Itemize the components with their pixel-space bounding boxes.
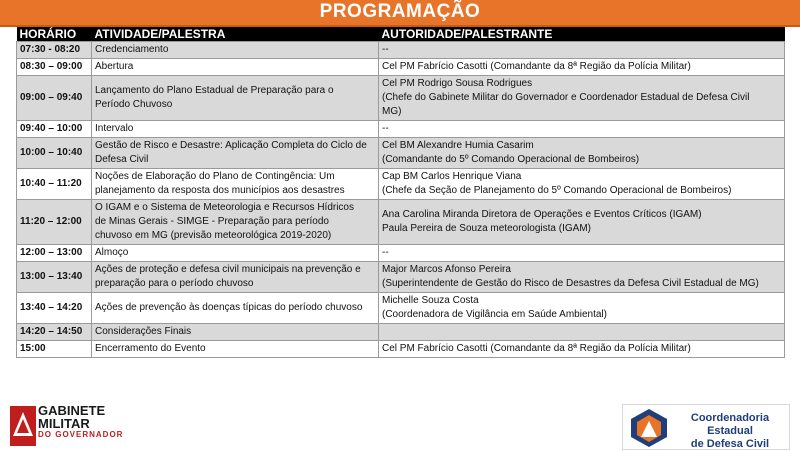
speaker-line: --: [382, 247, 389, 258]
logo-line-militar: MILITAR: [38, 416, 90, 431]
row-activity: [92, 341, 379, 358]
row-activity: [92, 138, 379, 169]
title-banner: [0, 0, 800, 27]
speaker-line: (Superintendente de Gestão do Risco de Desastres da Defesa Civil Estadual de MG): [382, 278, 759, 289]
table-row: [17, 76, 785, 121]
row-activity: [92, 200, 379, 245]
activity-line: Considerações Finais: [95, 326, 192, 337]
table-row: [17, 262, 785, 293]
speaker-line: Paula Pereira de Souza meteorologista (IGAM): [382, 223, 591, 234]
table-row: [17, 200, 785, 245]
speaker-line: --: [382, 44, 389, 55]
table-row: [17, 245, 785, 262]
row-time: 07:30 - 08:20: [17, 42, 92, 59]
row-speaker: [379, 138, 785, 169]
row-activity: [92, 76, 379, 121]
row-time: 12:00 – 13:00: [17, 245, 92, 262]
row-time: 15:00: [17, 341, 92, 358]
table-row: [17, 324, 785, 341]
column-header-speaker: AUTORIDADE/PALESTRANTE: [379, 27, 785, 42]
activity-line: O IGAM e o Sistema de Meteorologia e Recursos Hídricos: [95, 202, 354, 213]
row-speaker: [379, 262, 785, 293]
row-time: 13:40 – 14:20: [17, 293, 92, 324]
gabinete-militar-logo: [10, 404, 132, 448]
row-speaker: [379, 76, 785, 121]
table-header-row: [17, 27, 785, 42]
table-row: [17, 169, 785, 200]
row-activity: [92, 59, 379, 76]
speaker-line: Cel PM Fabrício Casotti (Comandante da 8ª Região da Polícia Militar): [382, 343, 691, 354]
logo-line-coordenadoria: Coordenadoria Estadual: [690, 412, 770, 437]
activity-line: Intervalo: [95, 123, 134, 134]
activity-line: Lançamento do Plano Estadual de Preparação para o: [95, 85, 334, 96]
speaker-line: Michelle Souza Costa: [382, 295, 479, 306]
row-time: 10:00 – 10:40: [17, 138, 92, 169]
activity-line: preparação para o período chuvoso: [95, 278, 254, 289]
speaker-line: (Chefe do Gabinete Militar do Governador e Coordenador Estadual de Defesa Civil: [382, 92, 750, 103]
row-time: 10:40 – 11:20: [17, 169, 92, 200]
activity-line: Credenciamento: [95, 44, 169, 55]
speaker-line: Major Marcos Afonso Pereira: [382, 264, 511, 275]
civil-defense-hexagon-icon: [627, 407, 671, 447]
table-row: [17, 59, 785, 76]
row-activity: [92, 42, 379, 59]
page-title: PROGRAMAÇÃO: [319, 1, 481, 22]
activity-line: Ações de proteção e defesa civil municipais na prevenção e: [95, 264, 361, 275]
row-speaker: [379, 324, 785, 341]
speaker-line: MG): [382, 106, 402, 117]
row-speaker: [379, 245, 785, 262]
table-row: [17, 121, 785, 138]
row-activity: [92, 169, 379, 200]
row-time: 09:40 – 10:00: [17, 121, 92, 138]
activity-line: chuvoso em MG (previsão meteorológica 2019-2020): [95, 230, 332, 241]
row-time: 08:30 – 09:00: [17, 59, 92, 76]
row-speaker: [379, 341, 785, 358]
speaker-line: Cap BM Carlos Henrique Viana: [382, 171, 522, 182]
activity-line: planejamento da resposta dos municípios aos desastres: [95, 185, 345, 196]
row-time: 13:00 – 13:40: [17, 262, 92, 293]
speaker-line: Cel PM Fabrício Casotti (Comandante da 8ª Região da Polícia Militar): [382, 61, 691, 72]
activity-line: Gestão de Risco e Desastre: Aplicação Completa do Ciclo de: [95, 140, 367, 151]
table-row: [17, 138, 785, 169]
defesa-civil-logo: [622, 404, 790, 450]
row-activity: [92, 245, 379, 262]
row-time: 11:20 – 12:00: [17, 200, 92, 245]
logo-line-governador: DO GOVERNADOR: [38, 430, 124, 439]
speaker-line: (Chefe da Seção de Planejamento do 5º Comando Operacional de Bombeiros): [382, 185, 732, 196]
speaker-line: Cel PM Rodrigo Sousa Rodrigues: [382, 78, 533, 89]
row-speaker: [379, 169, 785, 200]
column-header-time: HORÁRIO: [17, 27, 92, 42]
row-activity: [92, 293, 379, 324]
row-speaker: [379, 293, 785, 324]
table-row: [17, 341, 785, 358]
table-row: [17, 293, 785, 324]
table-row: [17, 42, 785, 59]
minas-gerais-triangle-icon: [10, 406, 36, 446]
activity-line: Defesa Civil: [95, 154, 149, 165]
activity-line: Almoço: [95, 247, 129, 258]
speaker-line: Cel BM Alexandre Humia Casarim: [382, 140, 534, 151]
activity-line: Ações de prevenção às doenças típicas do período chuvoso: [95, 302, 363, 313]
speaker-line: --: [382, 123, 389, 134]
row-speaker: [379, 121, 785, 138]
logo-line-defesa-civil: de Defesa Civil: [690, 438, 770, 450]
speaker-line: Ana Carolina Miranda Diretora de Operações e Eventos Críticos (IGAM): [382, 209, 702, 220]
column-header-activity: ATIVIDADE/PALESTRA: [92, 27, 379, 42]
row-speaker: [379, 42, 785, 59]
speaker-line: (Comandante do 5º Comando Operacional de Bombeiros): [382, 154, 640, 165]
row-time: 14:20 – 14:50: [17, 324, 92, 341]
activity-line: Abertura: [95, 61, 134, 72]
row-time: 09:00 – 09:40: [17, 76, 92, 121]
logo-line-gabinete: GABINETE: [38, 403, 106, 418]
row-activity: [92, 121, 379, 138]
row-activity: [92, 262, 379, 293]
activity-line: Noções de Elaboração do Plano de Contingência: Um: [95, 171, 335, 182]
speaker-line: (Coordenadora de Vigilância em Saúde Ambiental): [382, 309, 607, 320]
row-speaker: [379, 200, 785, 245]
row-activity: [92, 324, 379, 341]
activity-line: Encerramento do Evento: [95, 343, 206, 354]
activity-line: de Minas Gerais - SIMGE - Preparação para período: [95, 216, 329, 227]
schedule-table: [16, 27, 785, 358]
activity-line: Período Chuvoso: [95, 99, 173, 110]
row-speaker: [379, 59, 785, 76]
